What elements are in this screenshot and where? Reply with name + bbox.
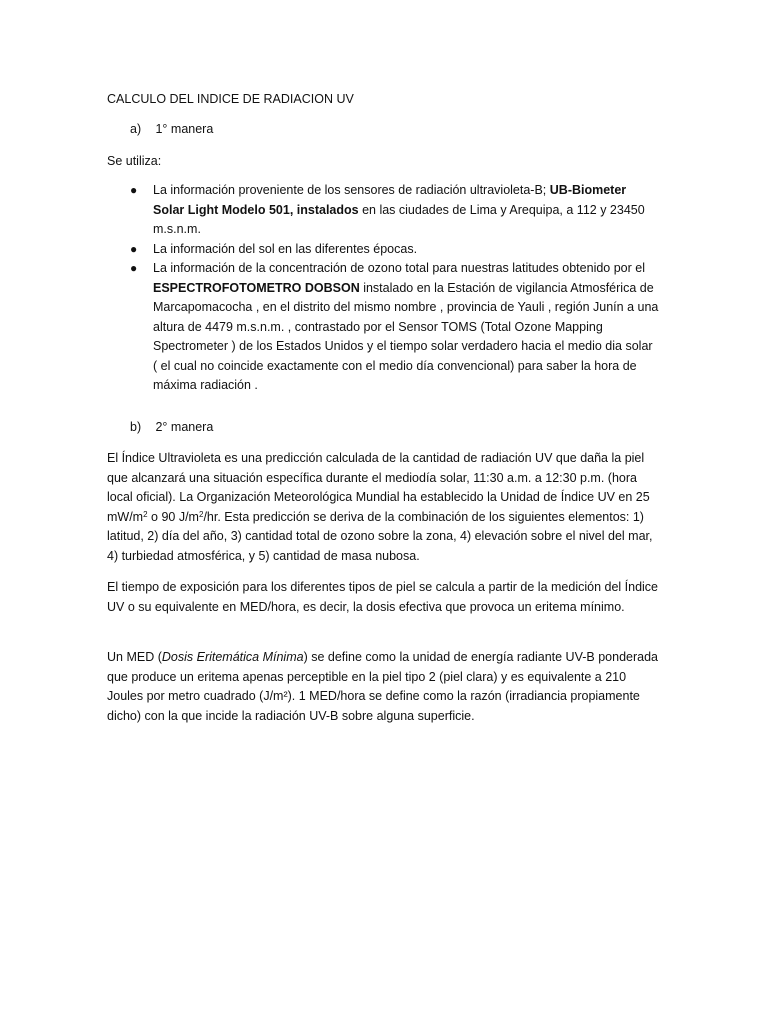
paragraph-text: El Índice Ultravioleta es una predicción calculada de la cantidad de radiación UV que daña la piel que alcanzará una situación específica durante el mediodía solar, 11:30 a.m. a 12:30 p.m. (hora local oficial). La Organización Meteorológica Mundial ha establecido la Unidad de Índice UV en 25 mW/m [107,451,650,524]
list-item [130,259,660,396]
superscript: 2 [143,509,148,519]
paragraph-uv-index [107,449,662,566]
section-a-heading [130,120,213,140]
list-item-text: La información de la concentración de ozono total para nuestras latitudes obtenido por el [153,261,645,275]
list-item-bold-text: UB-Biometer Solar Light Modelo 501, instalados [153,183,627,217]
list-item-text: La información del sol en las diferentes épocas. [153,241,418,256]
list-item-text: instalado en la Estación de vigilancia Atmosférica de Marcapomacocha , en el distrito del mismo nombre , provincia de Yauli , región Junín a una altura de 4479 m.s.n.m. , contrastado por el Sensor TOMS (Total Ozone Mapping Spectrometer ) de los Estados Unidos y el tiempo solar verdadero hacia el medio dia solar ( el cual no coincide exactamente con el medio día convencional) para saber la hora de máxima radiación . [153,280,659,392]
section-b-text: 2° manera [155,420,214,434]
paragraph-text: /hr. Esta predicción se deriva de la combinación de los siguientes elementos: 1) latitud, 2) día del año, 3) cantidad total de ozono sobre la zona, 4) elevación sobre el nivel del mar, 4) turbiedad atmosférica, y 5) cantidad de masa nubosa. [107,509,653,563]
section-b-heading [130,418,213,438]
paragraph-text: ) se define como la unidad de energía radiante UV-B ponderada que produce un eritema apenas perceptible en la piel tipo 2 (piel clara) y es equivalente a 210 Joules por metro cuadrado (J/m²). 1 MED/hora se define como la razón (irradiancia propiamente dicho) con la que incide la radiación UV-B sobre alguna superficie. [107,650,658,723]
section-a-text: 1° manera [155,122,214,136]
paragraph-exposure: El tiempo de exposición para los diferentes tipos de piel se calcula a partir de la medición del Índice UV o su equivalente en MED/hora, es decir, la dosis efectiva que provoca un eritema mínimo. [107,580,659,614]
list-item [130,181,660,240]
list-item-text: La información proveniente de los sensores de radiación ultravioleta-B; [153,183,550,197]
se-utiliza-text: Se utiliza: [107,154,162,168]
list-item [130,240,660,260]
bullet-icon: ● [130,183,138,197]
list-item-bold-text: ESPECTROFOTOMETRO DOBSON [153,280,360,295]
section-b-label: b) [130,420,142,434]
superscript: 2 [198,509,204,519]
list-item-text: en las ciudades de Lima y Arequipa, a 112 y 23450 m.s.n.m. [153,202,645,236]
paragraph-med [107,648,662,726]
paragraph-text: Un MED ( [107,650,162,664]
bullet-icon: ● [130,241,138,256]
paragraph-text: o 90 J/m [147,509,199,524]
section-a-label: a) [130,122,142,136]
sources-list [130,181,660,396]
document-title: CALCULO DEL INDICE DE RADIACION UV [107,92,354,106]
bullet-icon: ● [130,261,138,275]
paragraph-italic-text: Dosis Eritemática Mínima [161,650,304,664]
